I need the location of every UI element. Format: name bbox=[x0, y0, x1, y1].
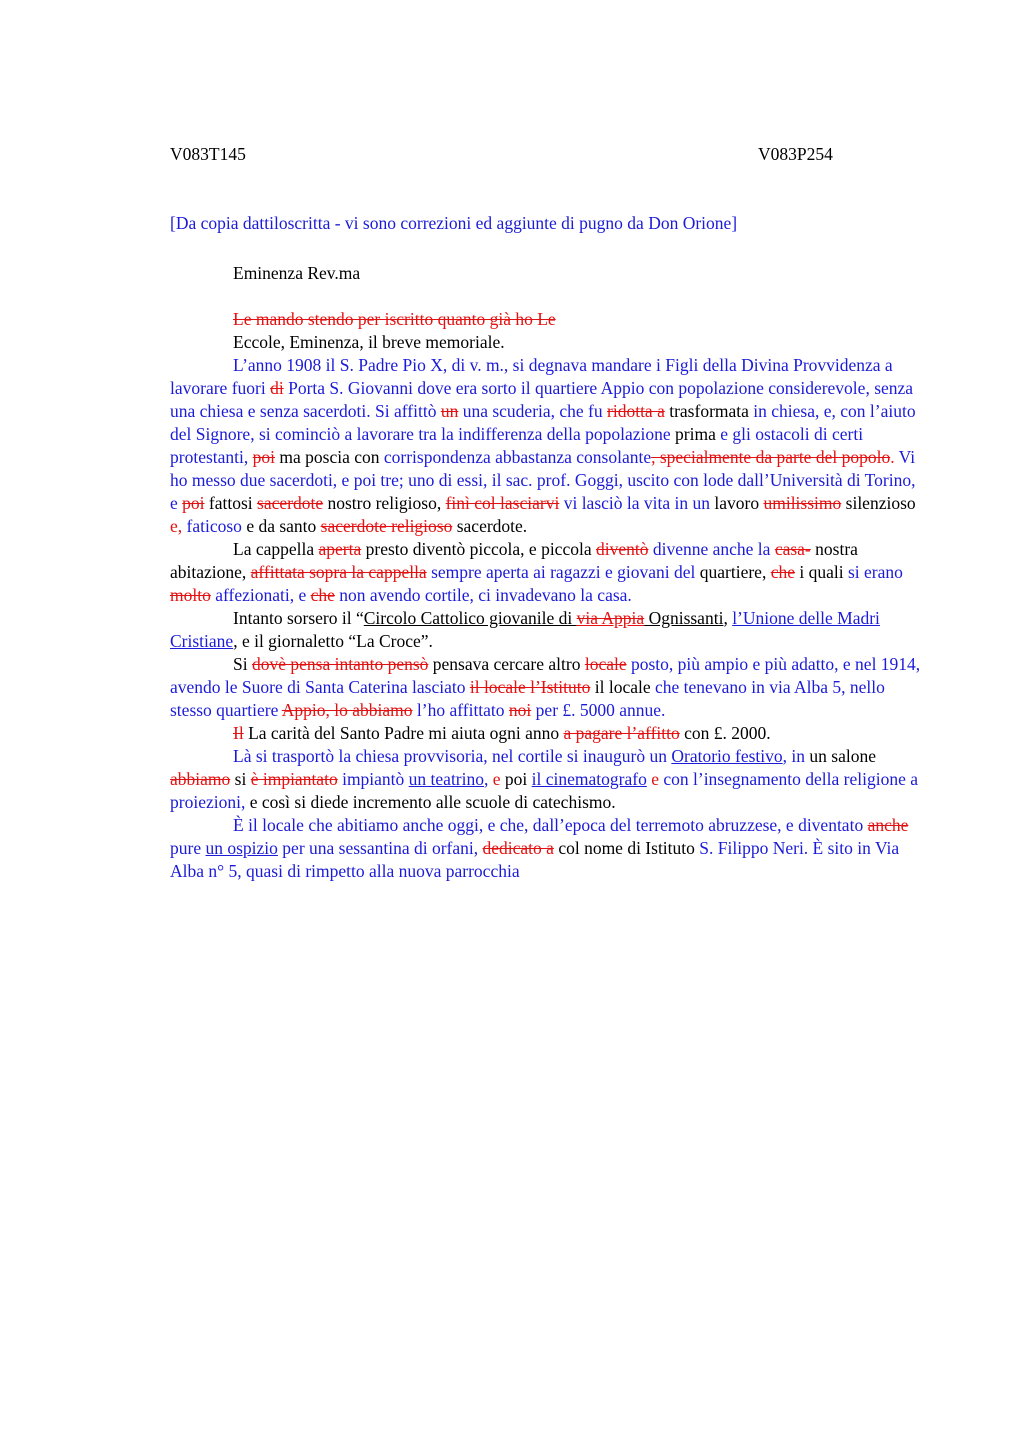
paragraph-8 bbox=[170, 745, 922, 814]
text-segment: quartiere, bbox=[699, 562, 771, 582]
document-header bbox=[170, 143, 922, 166]
text-segment: Oratorio festivo bbox=[671, 746, 783, 766]
document-code-left: V083T145 bbox=[170, 144, 246, 164]
text-segment: , specialmente da parte del popolo bbox=[651, 447, 891, 467]
text-segment: sempre aperta ai ragazzi e giovani del bbox=[426, 562, 700, 582]
text-segment: e così si diede incremento alle scuole di catechismo. bbox=[249, 792, 616, 812]
text-segment: il cinematografo bbox=[531, 769, 647, 789]
text-segment: anche bbox=[867, 815, 909, 835]
text-segment: sacerdote. bbox=[452, 516, 528, 536]
text-segment: che bbox=[310, 585, 335, 605]
text-segment: affezionati, e bbox=[210, 585, 311, 605]
document-page bbox=[170, 143, 922, 883]
text-segment: con l’insegnamento della religione a proiezioni, bbox=[170, 769, 918, 812]
text-segment: si bbox=[230, 769, 251, 789]
text-segment: i quali bbox=[795, 562, 848, 582]
text-segment: faticoso bbox=[182, 516, 247, 536]
text-segment: , bbox=[484, 769, 493, 789]
text-segment: posto, più ampio e più adatto, e nel 1914, avendo le Suore di Santa Caterina lasciato bbox=[170, 654, 921, 697]
text-segment: pure bbox=[170, 838, 206, 858]
text-segment: in chiesa, e, con l’aiuto del Signore, si cominciò a lavorare tra la indifferenza della popolazione bbox=[170, 401, 916, 444]
text-segment: ma poscia con bbox=[275, 447, 384, 467]
text-segment: nostro religioso, bbox=[323, 493, 446, 513]
text-segment: finì col lasciarvi bbox=[445, 493, 560, 513]
text-segment: il locale bbox=[590, 677, 656, 697]
text-segment: Appio, lo abbiamo bbox=[281, 700, 413, 720]
text-segment: Si bbox=[233, 654, 252, 674]
paragraph-3 bbox=[170, 354, 922, 538]
text-segment: vi lasciò la vita in un bbox=[559, 493, 715, 513]
text-segment: per una sessantina di orfani, bbox=[277, 838, 483, 858]
text-segment: La cappella bbox=[233, 539, 319, 559]
text-segment: umilissimo bbox=[763, 493, 842, 513]
paragraph-1 bbox=[170, 308, 922, 331]
paragraph-7 bbox=[170, 722, 922, 745]
text-segment: un bbox=[440, 401, 459, 421]
text-segment: lavoro bbox=[714, 493, 764, 513]
text-segment: divenne anche la bbox=[648, 539, 775, 559]
text-segment: , bbox=[723, 608, 733, 628]
text-segment: un ospizio bbox=[205, 838, 278, 858]
text-segment: corrispondenza abbastanza consolante bbox=[383, 447, 652, 467]
text-segment: presto diventò piccola, e piccola bbox=[361, 539, 596, 559]
text-segment: col nome di Istituto bbox=[553, 838, 700, 858]
text-segment: prima bbox=[675, 424, 716, 444]
text-segment: . bbox=[890, 447, 895, 467]
text-segment: è impiantato bbox=[250, 769, 338, 789]
text-segment: e da santo bbox=[246, 516, 321, 536]
text-segment: nostra abitazione, bbox=[170, 539, 858, 582]
text-segment: e gli ostacoli di certi protestanti, bbox=[170, 424, 864, 467]
text-segment: dovè pensa intanto pensò bbox=[251, 654, 429, 674]
text-segment: dedicato a bbox=[482, 838, 554, 858]
text-segment: Il bbox=[233, 723, 244, 743]
text-segment: l’ho affittato bbox=[412, 700, 509, 720]
paragraph-6 bbox=[170, 653, 922, 722]
text-segment: , e il giornaletto “La Croce”. bbox=[233, 631, 433, 651]
text-segment: l’Unione delle Madri Cristiane bbox=[170, 608, 880, 651]
paragraph-9 bbox=[170, 814, 922, 883]
text-segment: a pagare l’affitto bbox=[563, 723, 680, 743]
text-segment: diventò bbox=[595, 539, 649, 559]
text-segment: Intanto sorsero il “ bbox=[233, 608, 364, 628]
document-code-right: V083P254 bbox=[758, 144, 833, 164]
text-segment: si erano bbox=[847, 562, 903, 582]
editorial-note: [Da copia dattiloscritta - vi sono correzioni ed aggiunte di pugno da Don Orione] bbox=[170, 213, 738, 233]
text-segment: La carità del Santo Padre mi aiuta ogni anno bbox=[243, 723, 564, 743]
text-segment: e, bbox=[170, 516, 183, 536]
text-segment: per £. 5000 annue. bbox=[531, 700, 666, 720]
text-segment: trasformata bbox=[664, 401, 754, 421]
text-segment: Vi ho messo due sacerdoti, e poi tre; uno di essi, il sac. prof. Goggi, uscito con lode dall’Università di Torino, e bbox=[170, 447, 916, 513]
text-segment: poi bbox=[500, 769, 532, 789]
text-segment: noi bbox=[508, 700, 532, 720]
text-segment: Eccole, Eminenza, il breve memoriale. bbox=[233, 332, 505, 352]
text-segment: pensava cercare altro bbox=[428, 654, 585, 674]
text-segment: abbiamo bbox=[170, 769, 231, 789]
text-segment: Là si trasportò la chiesa provvisoria, nel cortile si inaugurò un bbox=[233, 746, 672, 766]
text-segment: un teatrino bbox=[408, 769, 484, 789]
text-segment: impiantò bbox=[337, 769, 409, 789]
text-segment: ridotta a bbox=[607, 401, 665, 421]
text-segment: casa- bbox=[774, 539, 811, 559]
text-segment: Ognissanti bbox=[648, 608, 724, 628]
text-segment: sacerdote bbox=[257, 493, 324, 513]
text-segment: un salone bbox=[809, 746, 876, 766]
text-segment: che tenevano in via Alba 5, nello stesso quartiere bbox=[170, 677, 885, 720]
text-segment: molto bbox=[170, 585, 211, 605]
text-segment: L’anno 1908 il S. Padre Pio X, di v. m., si degnava mandare i Figli della Divina Provvidenza a lavorare fuori bbox=[170, 355, 893, 398]
text-segment: Le mando stendo per iscritto quanto già ho Le bbox=[233, 309, 556, 329]
text-segment: Circolo Cattolico giovanile di bbox=[363, 608, 577, 628]
text-segment: sacerdote religioso bbox=[320, 516, 453, 536]
text-segment: silenzioso bbox=[841, 493, 916, 513]
text-segment: non avendo cortile, ci invadevano la casa. bbox=[334, 585, 632, 605]
text-segment: il locale l’Istituto bbox=[469, 677, 591, 697]
text-segment: e bbox=[492, 769, 501, 789]
text-segment: una scuderia, che fu bbox=[458, 401, 608, 421]
text-segment: poi bbox=[252, 447, 275, 467]
paragraph-2 bbox=[170, 331, 922, 354]
text-segment: di bbox=[270, 378, 284, 398]
text-segment: che bbox=[770, 562, 795, 582]
text-segment: via Appia bbox=[576, 608, 645, 628]
text-segment: locale bbox=[584, 654, 627, 674]
paragraph-5 bbox=[170, 607, 922, 653]
text-segment: con £. 2000. bbox=[679, 723, 771, 743]
text-segment: fattosi bbox=[204, 493, 258, 513]
paragraph-4 bbox=[170, 538, 922, 607]
letter-body bbox=[170, 308, 922, 883]
text-segment: poi bbox=[182, 493, 205, 513]
text-segment: e bbox=[651, 769, 659, 789]
text-segment: aperta bbox=[318, 539, 362, 559]
text-segment: Porta S. Giovanni dove era sorto il quartiere Appio con popolazione considerevole, senza una chiesa e senza sacerdoti. Si affittò bbox=[170, 378, 914, 421]
text-segment: È il locale che abitiamo anche oggi, e che, dall’epoca del terremoto abruzzese, e diventato bbox=[233, 815, 868, 835]
text-segment: , in bbox=[782, 746, 810, 766]
text-segment: affittata sopra la cappella bbox=[250, 562, 427, 582]
text-segment: S. Filippo Neri. È sito in Via Alba n° 5, quasi di rimpetto alla nuova parrocchia bbox=[170, 838, 900, 881]
salutation: Eminenza Rev.ma bbox=[233, 263, 361, 283]
